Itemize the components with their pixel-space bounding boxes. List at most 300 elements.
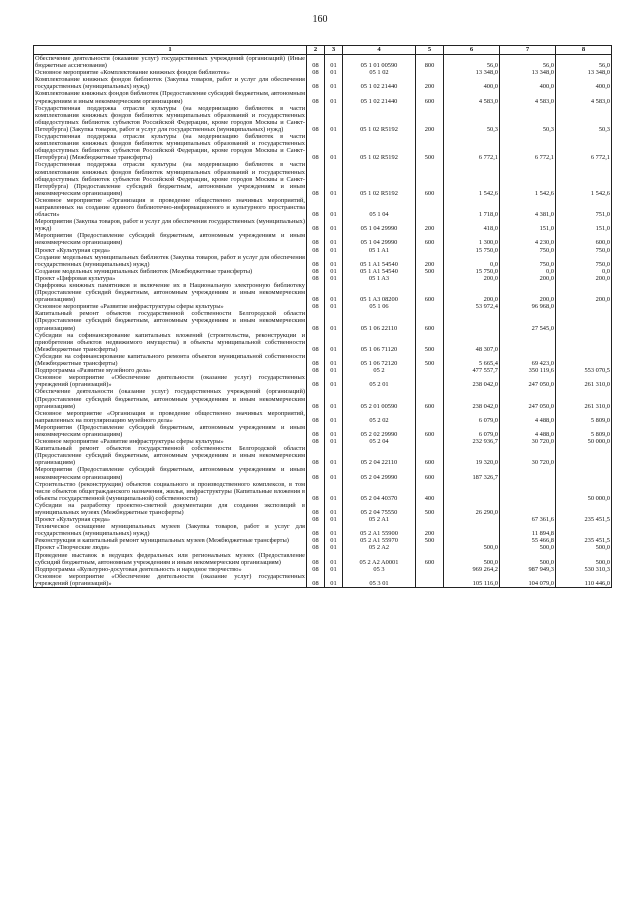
subsection-code-cell: 01 bbox=[325, 55, 343, 70]
amount-year3-cell bbox=[556, 502, 612, 516]
expense-type-cell bbox=[416, 573, 444, 588]
section-code-cell: 08 bbox=[307, 90, 325, 104]
section-code-cell: 08 bbox=[307, 438, 325, 445]
target-article-cell: 05 2 01 00590 bbox=[343, 388, 416, 409]
column-header: 1 bbox=[34, 46, 307, 55]
column-number-row bbox=[34, 46, 612, 55]
amount-year3-cell: 151,0 bbox=[556, 218, 612, 232]
amount-year1-cell bbox=[444, 537, 500, 544]
amount-year3-cell: 553 070,5 bbox=[556, 367, 612, 374]
section-code-cell: 08 bbox=[307, 410, 325, 424]
subsection-code-cell: 01 bbox=[325, 105, 343, 133]
section-code-cell: 08 bbox=[307, 197, 325, 218]
amount-year3-cell: 750,0 bbox=[556, 254, 612, 268]
target-article-cell: 05 2 A1 55970 bbox=[343, 537, 416, 544]
target-article-cell: 05 3 01 bbox=[343, 573, 416, 588]
amount-year2-cell bbox=[500, 502, 556, 516]
table-row bbox=[34, 481, 612, 502]
table-row bbox=[34, 55, 612, 70]
target-article-cell: 05 2 04 29990 bbox=[343, 466, 416, 480]
section-code-cell: 08 bbox=[307, 69, 325, 76]
target-article-cell: 05 1 06 bbox=[343, 303, 416, 310]
subsection-code-cell: 01 bbox=[325, 516, 343, 523]
table-row bbox=[34, 76, 612, 90]
amount-year1-cell: 500,0 bbox=[444, 544, 500, 551]
expense-type-cell bbox=[416, 374, 444, 388]
column-header: 5 bbox=[416, 46, 444, 55]
row-name-cell: Капитальный ремонт объектов государственной собственности Белгородской области (Предоставление субсидий бюджетным, автономным учреждениям и иным некоммерческим организациям) bbox=[35, 445, 305, 467]
expense-type-cell bbox=[416, 566, 444, 573]
expense-type-cell: 600 bbox=[416, 466, 444, 480]
subsection-code-cell: 01 bbox=[325, 197, 343, 218]
amount-year3-cell: 530 310,3 bbox=[556, 566, 612, 573]
section-code-cell: 08 bbox=[307, 481, 325, 502]
row-name-cell: Проведение выставок в ведущих федеральных или региональных музеях (Предоставление субсидий бюджетным, автономным учреждениям и иным некоммерческим организациям) bbox=[35, 551, 305, 566]
subsection-code-cell: 01 bbox=[325, 353, 343, 367]
amount-year3-cell: 56,0 bbox=[556, 55, 612, 70]
expense-type-cell: 200 bbox=[416, 105, 444, 133]
target-article-cell: 05 2 02 29990 bbox=[343, 424, 416, 438]
amount-year1-cell: 200,0 bbox=[444, 275, 500, 282]
amount-year1-cell bbox=[444, 516, 500, 523]
table-row bbox=[34, 332, 612, 353]
amount-year3-cell bbox=[556, 445, 612, 466]
section-code-cell: 08 bbox=[307, 232, 325, 246]
row-name-cell: Субсидии на софинансирование капитальных вложений (строительства, реконструкции и приобретения объектов недвижимого имущества) в объекты муниципальной собственности (Межбюджетные трансферты) bbox=[35, 331, 305, 353]
expense-type-cell: 600 bbox=[416, 552, 444, 566]
table-row bbox=[34, 388, 612, 409]
section-code-cell: 08 bbox=[307, 516, 325, 523]
amount-year2-cell: 500,0 bbox=[500, 552, 556, 566]
row-name-cell: Основное мероприятие «Организация и проведение общественно значимых мероприятий, направленных на популяризацию музейного дела» bbox=[35, 409, 305, 424]
amount-year1-cell: 48 307,0 bbox=[444, 332, 500, 353]
amount-year3-cell: 50 000,0 bbox=[556, 438, 612, 445]
amount-year3-cell: 261 310,0 bbox=[556, 374, 612, 388]
table-row bbox=[34, 90, 612, 104]
row-name-cell: Основное мероприятие «Обеспечение деятельности (оказание услуг) государственных учреждений (организаций)» bbox=[35, 374, 305, 389]
subsection-code-cell: 01 bbox=[325, 410, 343, 424]
amount-year1-cell: 15 750,0 bbox=[444, 268, 500, 275]
expense-type-cell bbox=[416, 197, 444, 218]
section-code-cell: 08 bbox=[307, 388, 325, 409]
target-article-cell: 05 1 04 bbox=[343, 197, 416, 218]
amount-year2-cell: 67 361,6 bbox=[500, 516, 556, 523]
amount-year1-cell: 477 557,7 bbox=[444, 367, 500, 374]
table-row bbox=[34, 367, 612, 374]
amount-year1-cell: 56,0 bbox=[444, 55, 500, 70]
amount-year1-cell: 1 718,0 bbox=[444, 197, 500, 218]
amount-year2-cell: 350 119,6 bbox=[500, 367, 556, 374]
amount-year2-cell: 50,3 bbox=[500, 105, 556, 133]
table-row bbox=[34, 353, 612, 367]
target-article-cell: 05 1 02 bbox=[343, 69, 416, 76]
amount-year2-cell: 96 968,0 bbox=[500, 303, 556, 310]
expense-type-cell bbox=[416, 516, 444, 523]
target-article-cell: 05 2 A2 bbox=[343, 544, 416, 551]
target-article-cell: 05 1 A3 08200 bbox=[343, 282, 416, 303]
section-code-cell: 08 bbox=[307, 445, 325, 466]
row-name-cell: Субсидии на разработку проектно-сметной документации для создания экспозиций в муниципальных музеях (Межбюджетные трансферты) bbox=[35, 501, 305, 516]
amount-year1-cell: 500,0 bbox=[444, 552, 500, 566]
expense-type-cell: 800 bbox=[416, 55, 444, 70]
target-article-cell: 05 1 02 R5192 bbox=[343, 105, 416, 133]
section-code-cell: 08 bbox=[307, 303, 325, 310]
section-code-cell: 08 bbox=[307, 552, 325, 566]
amount-year1-cell bbox=[444, 523, 500, 537]
subsection-code-cell: 01 bbox=[325, 552, 343, 566]
row-name-cell: Проект «Культурная среда» bbox=[34, 516, 307, 523]
amount-year3-cell bbox=[556, 303, 612, 310]
table-row bbox=[34, 502, 612, 516]
expense-type-cell: 200 bbox=[416, 254, 444, 268]
amount-year3-cell: 200,0 bbox=[556, 275, 612, 282]
subsection-code-cell: 01 bbox=[325, 566, 343, 573]
expense-type-cell: 600 bbox=[416, 232, 444, 246]
expense-type-cell bbox=[416, 303, 444, 310]
row-name-cell: Основное мероприятие «Развитие инфраструктуры сферы культуры» bbox=[34, 303, 307, 310]
amount-year2-cell: 27 545,0 bbox=[500, 310, 556, 331]
row-name-cell: Основное мероприятие «Развитие инфраструктуры сферы культуры» bbox=[34, 438, 307, 445]
amount-year3-cell: 500,0 bbox=[556, 544, 612, 551]
section-code-cell: 08 bbox=[307, 161, 325, 196]
target-article-cell: 05 1 01 00590 bbox=[343, 55, 416, 70]
table-row bbox=[34, 310, 612, 331]
row-name-cell: Оцифровка книжных памятников и включение их в Национальную электронную библиотеку (Предоставление субсидий бюджетным, автономным учреждениям и иным некоммерческим организациям) bbox=[35, 282, 305, 304]
subsection-code-cell: 01 bbox=[325, 232, 343, 246]
section-code-cell: 08 bbox=[307, 133, 325, 161]
section-code-cell: 08 bbox=[307, 268, 325, 275]
amount-year1-cell: 13 348,0 bbox=[444, 69, 500, 76]
amount-year2-cell: 200,0 bbox=[500, 282, 556, 303]
amount-year3-cell: 50,3 bbox=[556, 105, 612, 133]
section-code-cell: 08 bbox=[307, 573, 325, 588]
row-name-cell: Подпрограмма «Развитие музейного дела» bbox=[34, 367, 307, 374]
expense-type-cell: 500 bbox=[416, 332, 444, 353]
expense-type-cell: 500 bbox=[416, 268, 444, 275]
expense-type-cell bbox=[416, 367, 444, 374]
amount-year2-cell: 247 050,0 bbox=[500, 388, 556, 409]
budget-table bbox=[33, 45, 612, 588]
row-name-cell: Мероприятия (Предоставление субсидий бюджетным, автономным учреждениям и иным некоммерческим организациям) bbox=[35, 466, 305, 481]
expense-type-cell: 500 bbox=[416, 353, 444, 367]
target-article-cell: 05 1 02 R5192 bbox=[343, 161, 416, 196]
row-name-cell: Создание модельных муниципальных библиотек (Межбюджетные трансферты) bbox=[34, 268, 307, 275]
amount-year1-cell bbox=[444, 310, 500, 331]
amount-year1-cell: 50,3 bbox=[444, 105, 500, 133]
amount-year3-cell: 235 451,5 bbox=[556, 516, 612, 523]
amount-year2-cell: 750,0 bbox=[500, 247, 556, 254]
amount-year2-cell: 4 488,0 bbox=[500, 424, 556, 438]
amount-year2-cell: 11 894,8 bbox=[500, 523, 556, 537]
subsection-code-cell: 01 bbox=[325, 481, 343, 502]
expense-type-cell bbox=[416, 544, 444, 551]
table-row bbox=[34, 247, 612, 254]
subsection-code-cell: 01 bbox=[325, 367, 343, 374]
amount-year1-cell: 1 300,0 bbox=[444, 232, 500, 246]
table-row bbox=[34, 374, 612, 388]
amount-year2-cell: 6 772,1 bbox=[500, 133, 556, 161]
amount-year1-cell: 4 583,0 bbox=[444, 90, 500, 104]
amount-year3-cell bbox=[556, 523, 612, 537]
row-name-cell: Проект «Творческие люди» bbox=[34, 544, 307, 551]
amount-year2-cell: 987 949,3 bbox=[500, 566, 556, 573]
section-code-cell: 08 bbox=[307, 105, 325, 133]
section-code-cell: 08 bbox=[307, 310, 325, 331]
subsection-code-cell: 01 bbox=[325, 254, 343, 268]
amount-year3-cell: 4 583,0 bbox=[556, 90, 612, 104]
table-row bbox=[34, 218, 612, 232]
amount-year1-cell: 53 972,4 bbox=[444, 303, 500, 310]
row-name-cell: Субсидии на софинансирование капитального ремонта объектов муниципальной собственности (Межбюджетные трансферты) bbox=[35, 352, 305, 368]
amount-year3-cell bbox=[556, 332, 612, 353]
target-article-cell: 05 3 bbox=[343, 566, 416, 573]
section-code-cell: 08 bbox=[307, 544, 325, 551]
amount-year2-cell: 4 381,0 bbox=[500, 197, 556, 218]
table-body bbox=[34, 55, 612, 588]
amount-year1-cell: 6 079,0 bbox=[444, 424, 500, 438]
section-code-cell: 08 bbox=[307, 247, 325, 254]
row-name-cell: Проект «Цифровая культура» bbox=[34, 275, 307, 282]
target-article-cell: 05 1 A1 bbox=[343, 247, 416, 254]
amount-year2-cell: 200,0 bbox=[500, 275, 556, 282]
subsection-code-cell: 01 bbox=[325, 247, 343, 254]
amount-year1-cell: 6 772,1 bbox=[444, 133, 500, 161]
target-article-cell: 05 2 04 bbox=[343, 438, 416, 445]
row-name-cell: Государственная поддержка отрасли культуры (на модернизацию библиотек в части комплектования книжных фондов библиотек муниципальных образований и государственных общедоступных библиотек субъектов Российской Федерации, кроме городов Москвы и Санкт-Петербурга) (Предоставление субсидий бюджетным, автономным учреждениям и иным некоммерческим организациям) bbox=[35, 161, 305, 197]
subsection-code-cell: 01 bbox=[325, 332, 343, 353]
expense-type-cell: 600 bbox=[416, 161, 444, 196]
expense-type-cell: 200 bbox=[416, 76, 444, 90]
expense-type-cell: 600 bbox=[416, 90, 444, 104]
subsection-code-cell: 01 bbox=[325, 69, 343, 76]
amount-year2-cell: 4 488,0 bbox=[500, 410, 556, 424]
table-row bbox=[34, 523, 612, 537]
amount-year2-cell: 30 720,0 bbox=[500, 438, 556, 445]
target-article-cell: 05 1 04 29990 bbox=[343, 232, 416, 246]
amount-year2-cell bbox=[500, 481, 556, 502]
amount-year3-cell: 400,0 bbox=[556, 76, 612, 90]
amount-year2-cell: 104 079,0 bbox=[500, 573, 556, 588]
target-article-cell: 05 1 06 72120 bbox=[343, 353, 416, 367]
amount-year1-cell: 187 326,7 bbox=[444, 466, 500, 480]
table-row bbox=[34, 105, 612, 133]
amount-year3-cell bbox=[556, 466, 612, 480]
table-row bbox=[34, 410, 612, 424]
amount-year3-cell: 5 809,0 bbox=[556, 424, 612, 438]
section-code-cell: 08 bbox=[307, 76, 325, 90]
subsection-code-cell: 01 bbox=[325, 544, 343, 551]
subsection-code-cell: 01 bbox=[325, 438, 343, 445]
amount-year2-cell: 55 466,8 bbox=[500, 537, 556, 544]
amount-year3-cell: 13 348,0 bbox=[556, 69, 612, 76]
amount-year2-cell: 56,0 bbox=[500, 55, 556, 70]
expense-type-cell: 500 bbox=[416, 502, 444, 516]
table-row bbox=[34, 282, 612, 303]
amount-year2-cell: 4 583,0 bbox=[500, 90, 556, 104]
subsection-code-cell: 01 bbox=[325, 388, 343, 409]
section-code-cell: 08 bbox=[307, 282, 325, 303]
row-name-cell: Техническое оснащение муниципальных музеев (Закупка товаров, работ и услуг для государственных (муниципальных) нужд) bbox=[35, 523, 305, 538]
amount-year3-cell: 261 310,0 bbox=[556, 388, 612, 409]
subsection-code-cell: 01 bbox=[325, 90, 343, 104]
section-code-cell: 08 bbox=[307, 55, 325, 70]
subsection-code-cell: 01 bbox=[325, 466, 343, 480]
section-code-cell: 08 bbox=[307, 566, 325, 573]
table-row bbox=[34, 537, 612, 544]
row-name-cell: Капитальный ремонт объектов государственной собственности Белгородской области (Предоставление субсидий бюджетным, автономным учреждениям и иным некоммерческим организациям) bbox=[35, 310, 305, 332]
target-article-cell: 05 1 02 21440 bbox=[343, 76, 416, 90]
amount-year1-cell: 15 750,0 bbox=[444, 247, 500, 254]
amount-year3-cell: 200,0 bbox=[556, 282, 612, 303]
table-row bbox=[34, 197, 612, 218]
subsection-code-cell: 01 bbox=[325, 268, 343, 275]
subsection-code-cell: 01 bbox=[325, 275, 343, 282]
column-header: 7 bbox=[500, 46, 556, 55]
target-article-cell: 05 2 04 75550 bbox=[343, 502, 416, 516]
subsection-code-cell: 01 bbox=[325, 445, 343, 466]
expense-type-cell: 600 bbox=[416, 310, 444, 331]
subsection-code-cell: 01 bbox=[325, 374, 343, 388]
expense-type-cell bbox=[416, 69, 444, 76]
amount-year1-cell: 238 042,0 bbox=[444, 388, 500, 409]
table-row bbox=[34, 275, 612, 282]
amount-year2-cell bbox=[500, 466, 556, 480]
section-code-cell: 08 bbox=[307, 367, 325, 374]
row-name-cell: Государственная поддержка отрасли культуры (на модернизацию библиотек в части комплектования книжных фондов библиотек муниципальных образований и государственных общедоступных библиотек субъектов Российской Федерации, кроме городов Москвы и Санкт-Петербурга) (Закупка товаров, работ и услуг для государственных (муниципальных) нужд) bbox=[35, 104, 305, 133]
table-row bbox=[34, 303, 612, 310]
amount-year3-cell: 751,0 bbox=[556, 197, 612, 218]
section-code-cell: 08 bbox=[307, 374, 325, 388]
amount-year3-cell: 50 000,0 bbox=[556, 481, 612, 502]
section-code-cell: 08 bbox=[307, 466, 325, 480]
expense-type-cell: 500 bbox=[416, 537, 444, 544]
section-code-cell: 08 bbox=[307, 254, 325, 268]
amount-year2-cell: 247 050,0 bbox=[500, 374, 556, 388]
amount-year3-cell: 110 446,0 bbox=[556, 573, 612, 588]
amount-year1-cell: 1 542,6 bbox=[444, 161, 500, 196]
subsection-code-cell: 01 bbox=[325, 303, 343, 310]
row-name-cell: Комплектование книжных фондов библиотек (Закупка товаров, работ и услуг для обеспечения государственных (муниципальных) нужд) bbox=[35, 76, 305, 91]
amount-year2-cell: 151,0 bbox=[500, 218, 556, 232]
table-row bbox=[34, 133, 612, 161]
column-header: 3 bbox=[325, 46, 343, 55]
amount-year3-cell: 0,0 bbox=[556, 268, 612, 275]
amount-year3-cell: 750,0 bbox=[556, 247, 612, 254]
row-name-cell: Мероприятия (Закупка товаров, работ и услуг для обеспечения государственных (муниципальных) нужд) bbox=[35, 218, 305, 233]
target-article-cell: 05 2 04 22110 bbox=[343, 445, 416, 466]
amount-year3-cell: 5 809,0 bbox=[556, 410, 612, 424]
page-number: 160 bbox=[312, 14, 328, 25]
amount-year2-cell: 13 348,0 bbox=[500, 69, 556, 76]
subsection-code-cell: 01 bbox=[325, 218, 343, 232]
target-article-cell: 05 2 A2 A0001 bbox=[343, 552, 416, 566]
row-name-cell: Мероприятия (Предоставление субсидий бюджетным, автономным учреждениям и иным некоммерческим организациям) bbox=[35, 423, 305, 438]
section-code-cell: 08 bbox=[307, 353, 325, 367]
row-name-cell: Строительство (реконструкция) объектов социального и производственного комплексов, в том числе объектов общегражданского назначения, жилья, инфраструктуры (Капитальные вложения в объекты государственной (муниципальной) собственности) bbox=[35, 480, 305, 502]
amount-year2-cell bbox=[500, 332, 556, 353]
section-code-cell: 08 bbox=[307, 424, 325, 438]
amount-year3-cell: 235 451,5 bbox=[556, 537, 612, 544]
target-article-cell: 05 1 06 22110 bbox=[343, 310, 416, 331]
subsection-code-cell: 01 bbox=[325, 537, 343, 544]
row-name-cell: Комплектование книжных фондов библиотек (Предоставление субсидий бюджетным, автономным учреждениям и иным некоммерческим организациям) bbox=[35, 90, 305, 105]
section-code-cell: 08 bbox=[307, 332, 325, 353]
amount-year1-cell: 105 116,0 bbox=[444, 573, 500, 588]
expense-type-cell: 200 bbox=[416, 218, 444, 232]
row-name-cell: Основное мероприятие «Комплектование книжных фондов библиотек» bbox=[34, 69, 307, 76]
target-article-cell: 05 2 A1 bbox=[343, 516, 416, 523]
row-name-cell: Создание модельных муниципальных библиотек (Закупка товаров, работ и услуг для обеспечения государственных (муниципальных) нужд) bbox=[35, 253, 305, 268]
row-name-cell: Мероприятия (Предоставление субсидий бюджетным, автономным учреждениям и иным некоммерческим организациям) bbox=[35, 232, 305, 247]
expense-type-cell: 600 bbox=[416, 282, 444, 303]
expense-type-cell: 500 bbox=[416, 133, 444, 161]
expense-type-cell: 200 bbox=[416, 523, 444, 537]
target-article-cell: 05 1 06 71120 bbox=[343, 332, 416, 353]
amount-year1-cell: 238 042,0 bbox=[444, 374, 500, 388]
subsection-code-cell: 01 bbox=[325, 424, 343, 438]
section-code-cell: 08 bbox=[307, 523, 325, 537]
expense-type-cell: 600 bbox=[416, 445, 444, 466]
section-code-cell: 08 bbox=[307, 502, 325, 516]
expense-type-cell bbox=[416, 247, 444, 254]
amount-year1-cell: 0,0 bbox=[444, 254, 500, 268]
table-row bbox=[34, 445, 612, 466]
amount-year1-cell: 26 290,0 bbox=[444, 502, 500, 516]
subsection-code-cell: 01 bbox=[325, 573, 343, 588]
target-article-cell: 05 2 bbox=[343, 367, 416, 374]
amount-year2-cell: 500,0 bbox=[500, 544, 556, 551]
amount-year3-cell bbox=[556, 310, 612, 331]
amount-year1-cell bbox=[444, 481, 500, 502]
expense-type-cell: 600 bbox=[416, 388, 444, 409]
target-article-cell: 05 1 02 21440 bbox=[343, 90, 416, 104]
amount-year2-cell: 0,0 bbox=[500, 268, 556, 275]
row-name-cell: Реконструкция и капитальный ремонт муниципальных музеев (Межбюджетные трансферты) bbox=[34, 537, 307, 544]
column-header: 4 bbox=[343, 46, 416, 55]
table-row bbox=[34, 552, 612, 566]
target-article-cell: 05 1 A1 54540 bbox=[343, 254, 416, 268]
table-row bbox=[34, 69, 612, 76]
amount-year2-cell: 30 720,0 bbox=[500, 445, 556, 466]
amount-year2-cell: 1 542,6 bbox=[500, 161, 556, 196]
table-row bbox=[34, 232, 612, 246]
section-code-cell: 08 bbox=[307, 275, 325, 282]
target-article-cell: 05 2 01 bbox=[343, 374, 416, 388]
row-name-cell: Основное мероприятие «Обеспечение деятельности (оказание услуг) государственных учреждений (организаций)» bbox=[35, 572, 305, 587]
target-article-cell: 05 1 04 29990 bbox=[343, 218, 416, 232]
amount-year1-cell: 400,0 bbox=[444, 76, 500, 90]
expense-type-cell bbox=[416, 438, 444, 445]
table-row bbox=[34, 544, 612, 551]
column-header: 6 bbox=[444, 46, 500, 55]
expense-type-cell bbox=[416, 410, 444, 424]
amount-year2-cell: 4 230,0 bbox=[500, 232, 556, 246]
column-header: 8 bbox=[556, 46, 612, 55]
amount-year3-cell: 500,0 bbox=[556, 552, 612, 566]
amount-year2-cell: 69 423,0 bbox=[500, 353, 556, 367]
subsection-code-cell: 01 bbox=[325, 133, 343, 161]
amount-year3-cell bbox=[556, 353, 612, 367]
table-row bbox=[34, 268, 612, 275]
target-article-cell: 05 2 02 bbox=[343, 410, 416, 424]
amount-year1-cell: 19 320,0 bbox=[444, 445, 500, 466]
table-row bbox=[34, 254, 612, 268]
target-article-cell: 05 1 02 R5192 bbox=[343, 133, 416, 161]
section-code-cell: 08 bbox=[307, 218, 325, 232]
amount-year1-cell: 232 936,7 bbox=[444, 438, 500, 445]
amount-year3-cell: 1 542,6 bbox=[556, 161, 612, 196]
target-article-cell: 05 1 A3 bbox=[343, 275, 416, 282]
